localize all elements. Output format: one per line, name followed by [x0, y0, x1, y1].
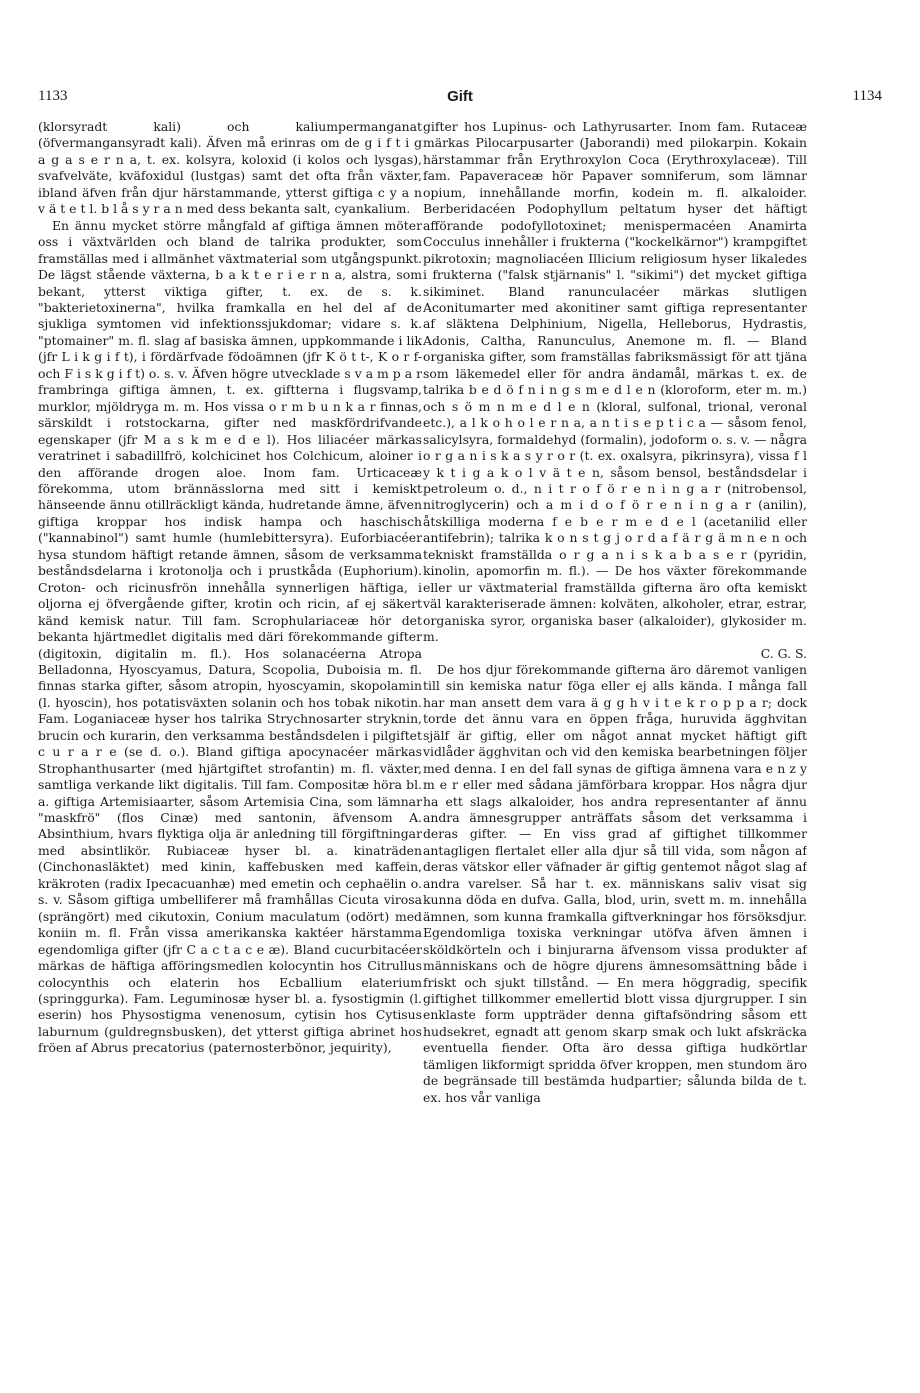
author-signature: C. G. S.: [760, 645, 807, 661]
right-paragraph-2: De hos djur förekommande gifterna äro däremot vanligen till sin kemiska natur föga eller ej alls kända. I många fall har man ansett dem vara ä g g h v i t e k r o p p a r; dock torde det ännu vara en öppen fråga, huruvida ägghvitan själf är giftig, eller om något annat mycket häftigt gift vidlåder ägghvitan och vid den kemiska bearbetningen följer med denna. I en del fall synas de giftiga ämnena vara e n z y m e r eller med sådana jämförbara kroppar. Hos några djur ha ett slags alkaloider, hos andra representanter af ännu andra ämnesgrupper anträffats såsom det verksamma i deras gifter. — En viss grad af giftighet tillkommer antagligen flertalet eller alla djur så till vida, som någon af deras vätskor eller väfnader är giftig gentemot något slag af andra varelser. Så har t. ex. människans saliv visat sig kunna döda en dufva. Galla, blod, urin, svett m. m. innehålla ämnen, som kunna framkalla giftverkningar hos försöksdjur. Egendomliga toxiska verkningar utöfva äfven ämnen i sköldkörteln och i binjurarna äfvensom vissa produkter af människans och de högre djurens ämnesomsättning både i friskt och sjukt tillstånd. — En mera höggradig, specifik giftighet tillkommer emellertid blott vissa djurgrupper. I sin enklaste form uppträder denna giftafsöndring såsom ett hudsekret, egnadt att genom skarp smak och lukt afskräcka eventuella fiender. Ofta äro dessa giftiga hudkörtlar tämligen likformigt spridda öfver kroppen, men stundom äro de begränsade till bestämda hudpartier; sålunda bilda de t. ex. hos vår vanliga: [423, 661, 807, 1105]
right-column: [423, 119, 807, 1379]
page-number-right: 1134: [852, 88, 882, 104]
left-column: [38, 119, 422, 1379]
right-paragraph-1: gifter hos Lupinus- och Lathyrusarter. Inom fam. Rutaceæ märkas Pilocarpusarter (Jaborandi) med pilokarpin. Kokain härstammar från Erythroxylon Coca (Erythroxylaceæ). Till fam. Papaveraceæ hör Papaver somniferum, som lämnar opium, innehållande morfin, kodein m. fl. alkaloider. Berberidacéen Podophyllum peltatum hyser det häftigt afförande podofyllotoxinet; menispermacéen Anamirta Cocculus innehåller i frukterna ("kockelkärnor") krampgiftet pikrotoxin; magnoliacéen Illicium religiosum hyser likaledes i frukterna ("falsk stjärnanis" l. "sikimi") det mycket giftiga sikiminet. Bland ranunculacéer märkas slutligen Aconitumarter med akonitiner samt giftiga representanter af släktena Delphinium, Nigella, Helleborus, Hydrastis, Adonis, Caltha, Ranunculus, Anemone m. fl. — Bland organiska gifter, som framställas fabriksmässigt för att tjäna som läkemedel eller för andra ändamål, märkas t. ex. de talrika b e d ö f n i n g s m e d l e n (kloroform, eter m. m.) och s ö m n m e d l e n (kloral, sulfonal, trional, veronal etc.), a l k o h o l e r n a, a n t i s e p t i c a — såsom fenol, salicylsyra, formaldehyd (formalin), jodoform o. s. v. — några o r g a n i s k a s y r o r (t. ex. oxalsyra, pikrinsyra), vissa f l y k t i g a k o l v ä t e n, såsom bensol, beståndsdelar i petroleum o. d., n i t r o f ö r e n i n g a r (nitrobensol, nitroglycerin) och a m i d o f ö r e n i n g a r (anilin), åtskilliga moderna f e b e r m e d e l (acetanilid eller antifebrin); talrika k o n s t g j o r d a f ä r g ä m n e n och tekniskt framställda o r g a n i s k a b a s e r (pyridin, kinolin, apomorfin m. fl.). — De hos växter förekommande eller ur växtmaterial framställda gifterna äro ofta kemiskt väl karakteriserade ämnen: kolväten, alkoholer, etrar, estrar, organiska syror, organiska baser (alkaloider), glykosider m. m.: [423, 119, 807, 645]
left-paragraph-1: (klorsyradt kali) och kaliumpermanganat (öfvermangansyradt kali). Äfven må erinras om de g i f t i g a g a s e r n a, t. ex. kolsyra, koloxid (i kolos och lysgas), svafvelväte, kväfoxidul (lustgas) samt det ofta från växter, ibland äfven från djur härstammande, ytterst giftiga c y a n v ä t e t l. b l å s y r a n med dess bekanta salt, cyankalium.: [38, 119, 422, 217]
running-title: Gift: [447, 88, 473, 105]
page-header: [38, 88, 882, 110]
left-paragraph-2: En ännu mycket större mångfald af giftiga ämnen möter oss i växtvärlden och bland de talrika produkter, som framställas med i allmänhet växtmaterial som utgångspunkt. De lägst stående växterna, b a k t e r i e r n a, alstra, som bekant, ytterst viktiga gifter, t. ex. de s. k. "bakterietoxinerna", hvilka framkalla en hel del af de sjukliga symtomen vid infektionssjukdomar; vidare s. k. "ptomainer" m. fl. slag af basiska ämnen, uppkommande i lik (jfr L i k g i f t), i fördärfvade födoämnen (jfr K ö t t-, K o r f- och F i s k g i f t) o. s. v. Äfven högre utvecklade s v a m p a r frambringa giftiga ämnen, t. ex. giftterna i flugsvamp, murklor, mjöldryga m. m. Hos vissa o r m b u n k a r finnas, särskildt i rotstockarna, gifter ned maskfördrifvande egenskaper (jfr M a s k m e d e l). Hos liliacéer märkas veratrinet i sabadillfrö, kolchicinet hos Colchicum, aloiner i den afförande drogen aloe. Inom fam. Urticaceæ förekomma, utom brännässlorna med sitt i kemiskt hänseende ännu otillräckligt kända, hudretande ämne, äfven giftiga kroppar hos indisk hampa och haschisch ("kannabinol") samt humle (humlebittersyra). Euforbiacéer hysa stundom häftigt retande ämnen, såsom de verksamma beståndsdelarna i krotonolja och i prustkåda (Euphorium). Croton- och ricinusfrön innehålla synnerligen häftiga, i oljorna ej öfvergående gifter, krotin och ricin, af ej säkert känd kemisk natur. Till fam. Scrophulariaceæ hör det bekanta hjärtmedlet digitalis med däri förekommande gifter (digitoxin, digitalin m. fl.). Hos solanacéerna Atropa Belladonna, Hyoscyamus, Datura, Scopolia, Duboisia m. fl. finnas starka gifter, såsom atropin, hyoscyamin, skopolamin (l. hyoscin), hos potatisväxten solanin och hos tobak nikotin. Fam. Loganiaceæ hyser hos talrika Strychnosarter stryknin, brucin och kurarin, den verksamma beståndsdelen i pilgiftet c u r a r e (se d. o.). Bland giftiga apocynacéer märkas Strophanthusarter (med hjärtgiftet strofantin) m. fl. växter, samtliga verkande likt digitalis. Till fam. Compositæ höra bl. a. giftiga Artemisiaarter, såsom Artemisia Cina, som lämnar "maskfrö" (flos Cinæ) med santonin, äfvensom A. Absinthium, hvars flyktiga olja är anledning till förgiftningar med absintlikör. Rubiaceæ hyser bl. a. kinaträden (Cinchonasläktet) med kinin, kaffebusken med kaffein, kräkroten (radix Ipecacuanhæ) med emetin och cephaëlin o. s. v. Såsom giftiga umbelliferer må framhållas Cicuta virosa (sprängört) med cikutoxin, Conium maculatum (odört) med koniin m. fl. Från vissa amerikanska kaktéer härstamma egendomliga gifter (jfr C a c t a c e æ). Bland cucurbitacéer märkas de häftiga afföringsmedlen kolocyntin hos Citrullus colocynthis och elaterin hos Ecballium elaterium (springgurka). Fam. Leguminosæ hyser bl. a. fysostigmin (l. eserin) hos Physostigma venenosum, cytisin hos Cytisus laburnum (guldregnsbusken), det ytterst giftiga abrinet hos fröen af Abrus precatorius (paternosterbönor, jequirity),: [38, 217, 422, 1056]
page-number-left: 1133: [38, 88, 68, 104]
